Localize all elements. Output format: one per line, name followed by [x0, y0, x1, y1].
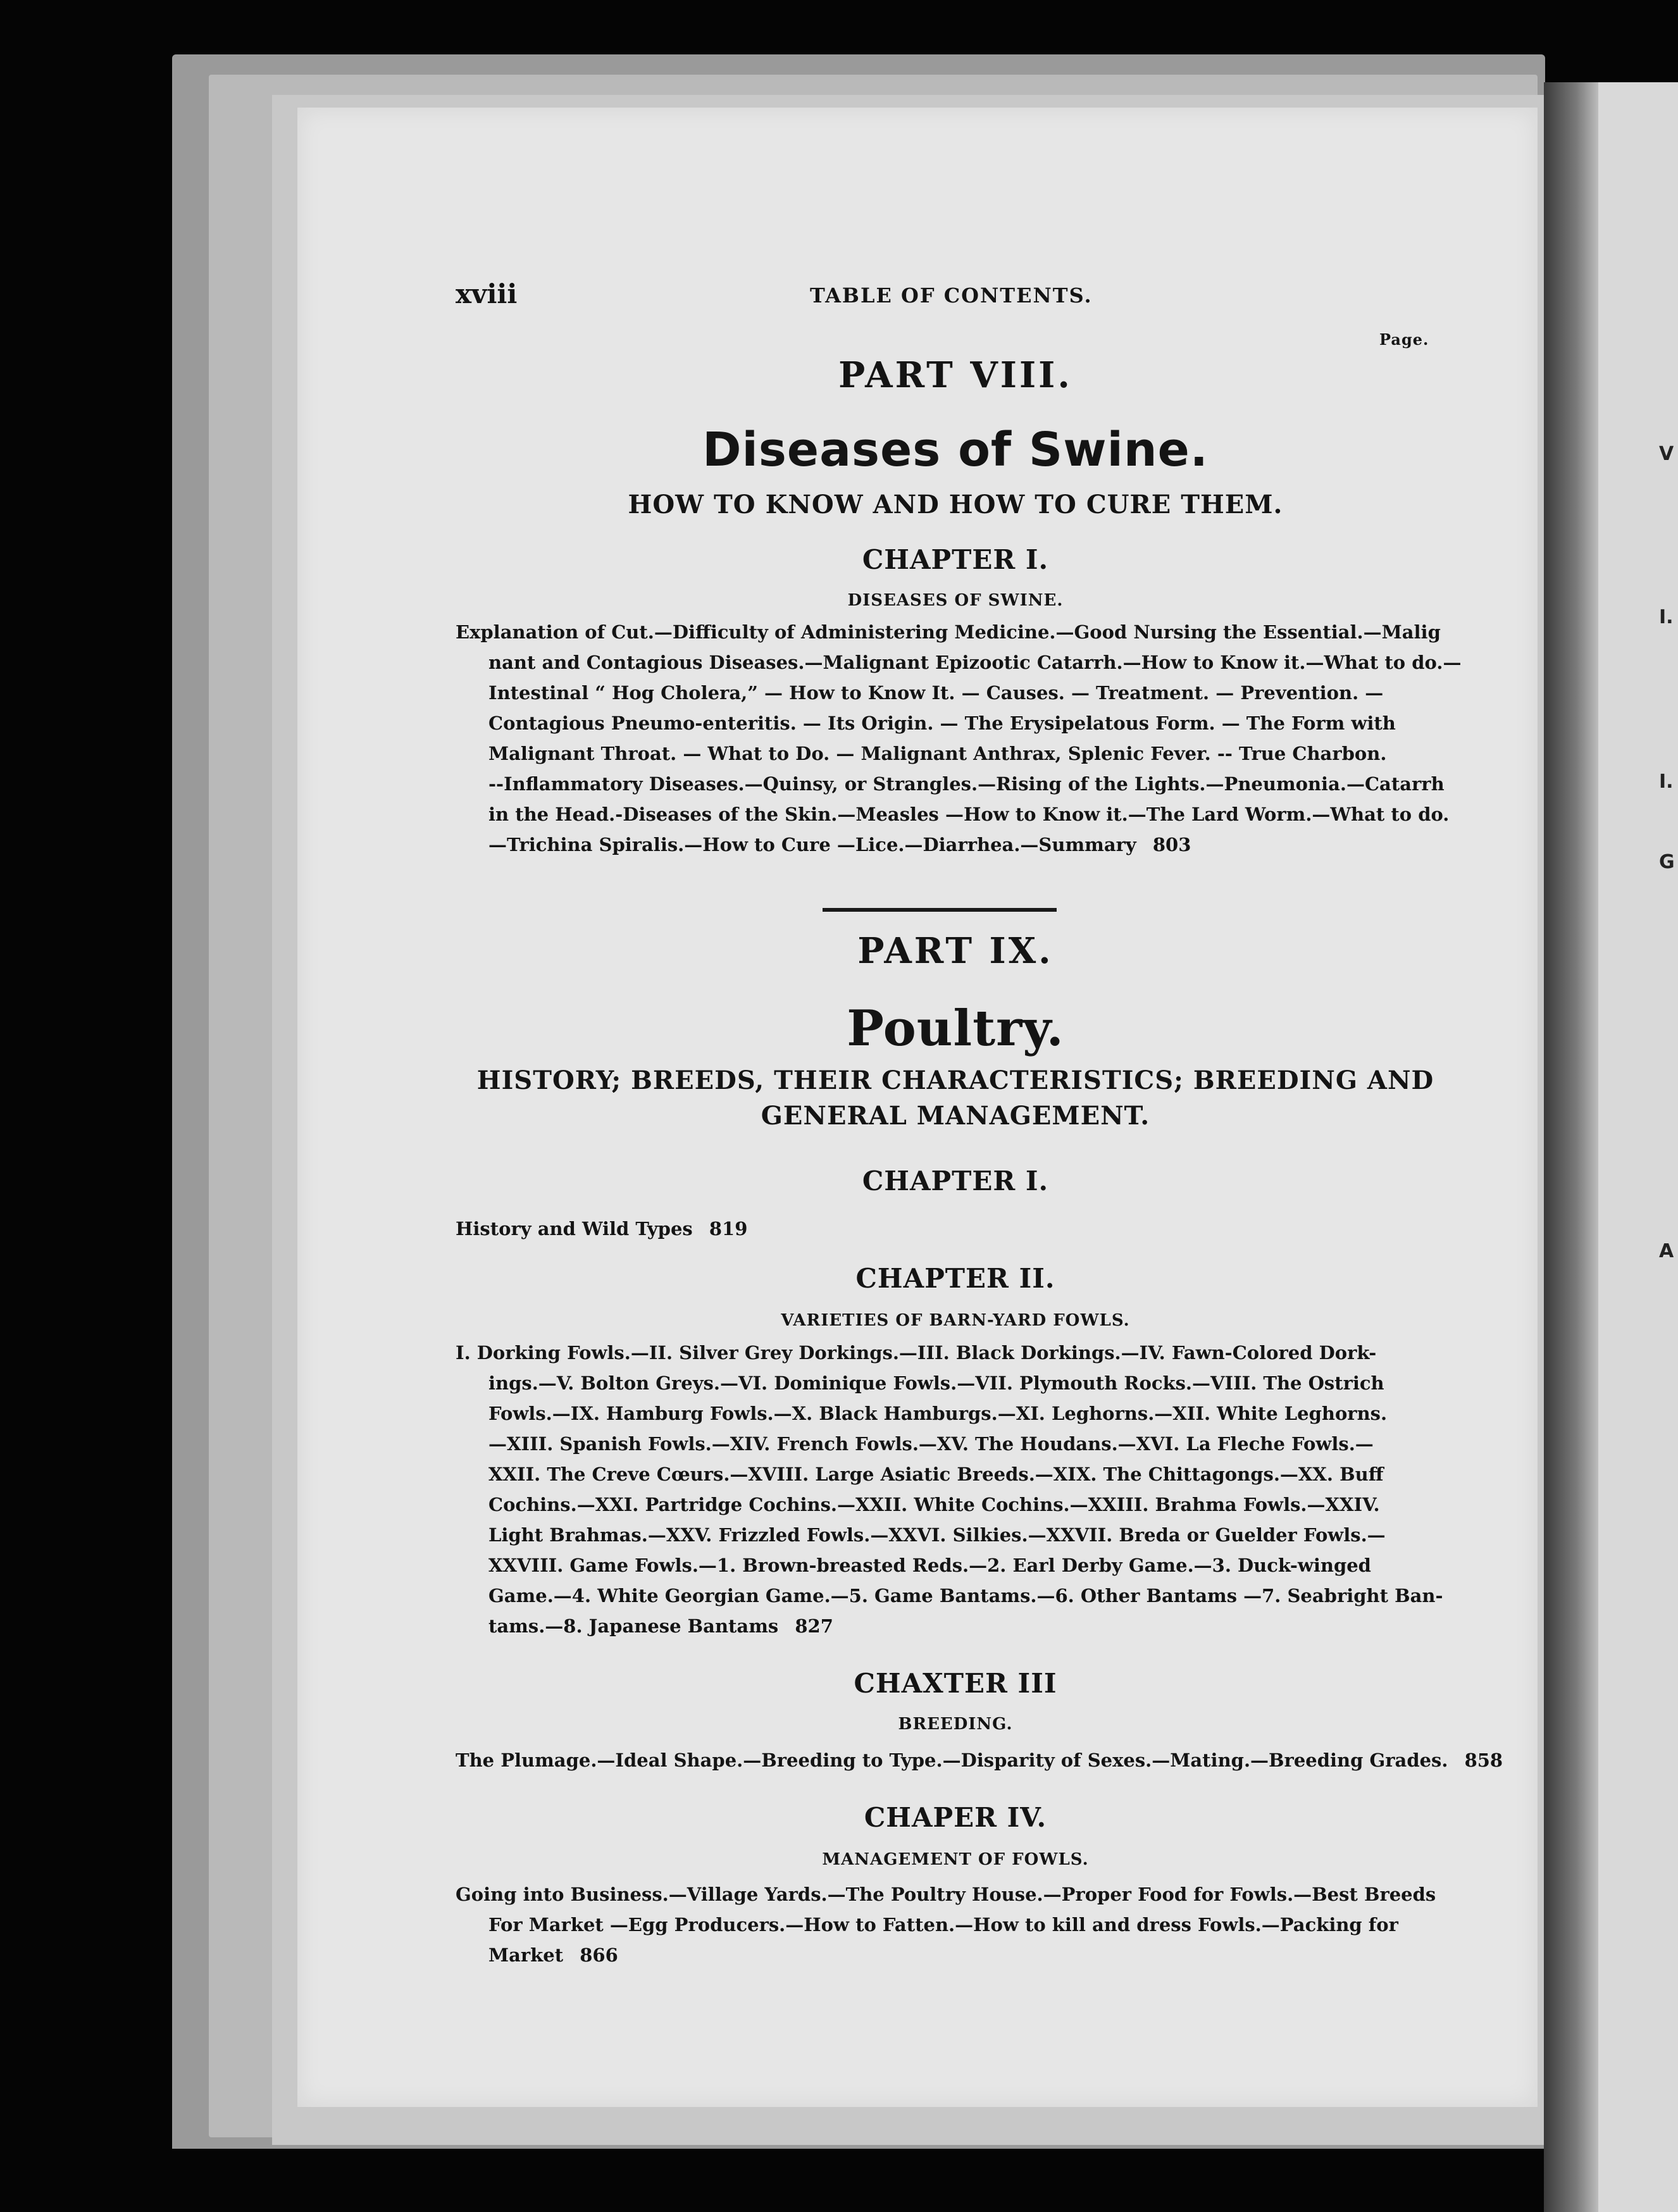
part-9-chapter-1-entry	[456, 1214, 1455, 1244]
part-8-chapter-1-entry	[456, 617, 1462, 860]
facing-page-letter: A	[1659, 1240, 1674, 1262]
entry-last-line	[456, 1940, 1455, 1970]
running-head: TABLE OF CONTENTS.	[810, 283, 1093, 308]
page-number-folio: xviii	[456, 278, 518, 309]
entry-line: Game.—4. White Georgian Game.—5. Game Bantams.—6. Other Bantams —7. Seabright Ban-	[488, 1585, 1443, 1606]
book-spine-shadow	[1544, 82, 1598, 2212]
part-9-chapter-3-entry	[456, 1745, 1503, 1775]
part-9-heading: PART IX.	[857, 930, 1053, 972]
entry-line: Intestinal “ Hog Cholera,” — How to Know It. — Causes. — Treatment. — Prevention. —	[488, 682, 1384, 704]
part-9-subtitle-line-2: GENERAL MANAGEMENT.	[761, 1101, 1150, 1131]
entry-last-line	[456, 1745, 1503, 1775]
entry-line: Light Brahmas.—XXV. Frizzled Fowls.—XXVI. Silkies.—XXVII. Breda or Guelder Fowls.—	[488, 1524, 1386, 1546]
part-8-heading: PART VIII.	[838, 354, 1072, 396]
entry-line: I. Dorking Fowls.—II. Silver Grey Dorkings.—III. Black Dorkings.—IV. Fawn-Colored Dork-	[456, 1342, 1377, 1364]
entry-line: History and Wild Types	[456, 1218, 693, 1240]
entry-line: —XIII. Spanish Fowls.—XIV. French Fowls.—XV. The Houdans.—XVI. La Fleche Fowls.—	[488, 1433, 1374, 1455]
page-reference: 819	[709, 1218, 748, 1240]
page-reference: 858	[1464, 1749, 1503, 1771]
entry-last-line	[456, 830, 1455, 860]
facing-page-letter: V	[1659, 443, 1674, 465]
entry-line: Market	[488, 1944, 564, 1966]
page-reference: 866	[580, 1944, 618, 1966]
part-9-title: Poultry.	[847, 1000, 1064, 1057]
page-reference: 827	[795, 1615, 833, 1637]
entry-line: —Trichina Spiralis.—How to Cure —Lice.—Diarrhea.—Summary	[488, 834, 1136, 855]
page-header	[456, 278, 1455, 316]
part-9-chapter-4-entry	[456, 1879, 1455, 1970]
part-9-chapter-3-heading: CHAXTER III	[854, 1668, 1057, 1699]
part-9-chapter-2-heading: CHAPTER II.	[855, 1263, 1055, 1294]
facing-page-letter: I.	[1659, 606, 1674, 628]
entry-line: tams.—8. Japanese Bantams	[488, 1615, 779, 1637]
facing-page-letter: I.	[1659, 771, 1674, 793]
part-8-chapter-1-subheading: DISEASES OF SWINE.	[847, 591, 1064, 610]
entry-last-line	[456, 1611, 1455, 1641]
entry-line: Cochins.—XXI. Partridge Cochins.—XXII. White Cochins.—XXIII. Brahma Fowls.—XXIV.	[488, 1494, 1380, 1515]
page-reference: 803	[1152, 834, 1191, 855]
entry-line: Going into Business.—Village Yards.—The Poultry House.—Proper Food for Fowls.—Best Breeds	[456, 1884, 1436, 1905]
entry-line: XXVIII. Game Fowls.—1. Brown-breasted Reds.—2. Earl Derby Game.—3. Duck-winged	[488, 1555, 1371, 1576]
entry-line: Malignant Throat. — What to Do. — Malignant Anthrax, Splenic Fever. -- True Charbon.	[488, 743, 1387, 764]
entry-line: Explanation of Cut.—Difficulty of Administering Medicine.—Good Nursing the Essential.—Malig	[456, 621, 1441, 643]
part-9-subtitle-line-1: HISTORY; BREEDS, THEIR CHARACTERISTICS; BREEDING AND	[476, 1066, 1434, 1095]
part-8-chapter-1-heading: CHAPTER I.	[862, 544, 1049, 575]
entry-line: in the Head.-Diseases of the Skin.—Measles —How to Know it.—The Lard Worm.—What to do.	[488, 804, 1450, 825]
facing-page-strip	[1544, 82, 1678, 2212]
entry-line: nant and Contagious Diseases.—Malignant Epizootic Catarrh.—How to Know it.—What to do.—	[488, 652, 1462, 673]
part-9-chapter-3-subheading: BREEDING.	[898, 1715, 1013, 1734]
part-8-title: Diseases of Swine.	[702, 423, 1209, 477]
part-9-chapter-2-subheading: VARIETIES OF BARN-YARD FOWLS.	[781, 1311, 1130, 1330]
entry-last-line	[456, 1214, 1455, 1244]
part-9-chapter-4-heading: CHAPER IV.	[864, 1802, 1047, 1833]
entry-line: ings.—V. Bolton Greys.—VI. Dominique Fowls.—VII. Plymouth Rocks.—VIII. The Ostrich	[488, 1372, 1384, 1394]
part-9-chapter-4-subheading: MANAGEMENT OF FOWLS.	[822, 1850, 1089, 1869]
part-9-chapter-1-heading: CHAPTER I.	[862, 1165, 1049, 1196]
page-column-label: Page.	[1379, 330, 1429, 349]
part-9-chapter-2-entry	[456, 1338, 1455, 1641]
entry-line: The Plumage.—Ideal Shape.—Breeding to Type.—Disparity of Sexes.—Mating.—Breeding Grades.	[456, 1749, 1448, 1771]
facing-page-letter: G	[1659, 851, 1675, 873]
entry-line: XXII. The Creve Cœurs.—XVIII. Large Asiatic Breeds.—XIX. The Chittagongs.—XX. Buff	[488, 1463, 1384, 1485]
page-content	[456, 272, 1503, 1993]
entry-line: For Market —Egg Producers.—How to Fatten.—How to kill and dress Fowls.—Packing for	[488, 1914, 1398, 1936]
section-divider-rule	[823, 908, 1057, 912]
entry-line: Fowls.—IX. Hamburg Fowls.—X. Black Hamburgs.—XI. Leghorns.—XII. White Leghorns.	[488, 1403, 1388, 1424]
part-8-subtitle: HOW TO KNOW AND HOW TO CURE THEM.	[628, 490, 1283, 519]
entry-line: --Inflammatory Diseases.—Quinsy, or Strangles.—Rising of the Lights.—Pneumonia.—Catarrh	[488, 773, 1445, 795]
entry-line: Contagious Pneumo-enteritis. — Its Origin. — The Erysipelatous Form. — The Form with	[488, 712, 1396, 734]
